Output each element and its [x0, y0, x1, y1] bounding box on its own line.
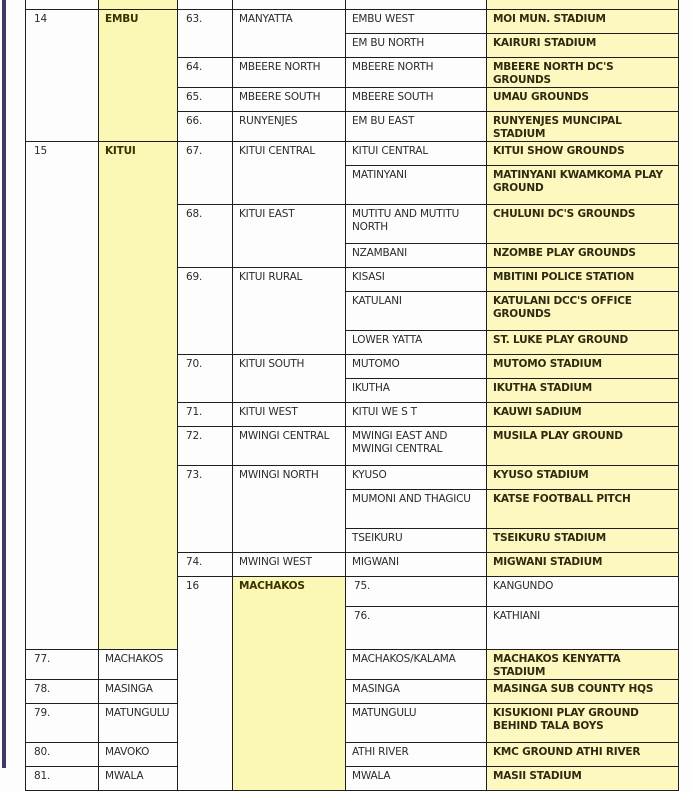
ward-cell: LOWER YATTA: [346, 331, 487, 355]
constituency-no-cell: 76.: [346, 607, 487, 650]
constituency-cell: MACHAKOS: [99, 650, 178, 680]
constituency-cell: MWINGI CENTRAL: [233, 427, 346, 466]
constituency-no-cell: 81.: [26, 767, 99, 791]
venue-cell: MBEERE NORTH DC'S GROUNDS: [487, 58, 679, 88]
constituency-no-cell: 73.: [178, 466, 233, 553]
venue-cell: KAIRURI STADIUM: [487, 34, 679, 58]
page-margin-bar: [2, 0, 6, 768]
venue-cell: MBITINI POLICE STATION: [487, 268, 679, 292]
venue-cell: MOI MUN. STADIUM: [487, 10, 679, 34]
constituency-cell: KITUI RURAL: [233, 268, 346, 355]
venue-cell: MIGWANI STADIUM: [487, 553, 679, 577]
venue-cell: IKUTHA STADIUM: [487, 379, 679, 403]
ward-cell: KYUSO: [346, 466, 487, 490]
ward-cell: KITUI WE S T: [346, 403, 487, 427]
ward-cell: MBEERE NORTH: [346, 58, 487, 88]
constituency-no-cell: 67.: [178, 142, 233, 205]
county-no-cell: 16: [178, 577, 233, 791]
venue-cell: MUSILA PLAY GROUND: [487, 427, 679, 466]
constituency-no-cell: 75.: [346, 577, 487, 607]
constituency-no-cell: 80.: [26, 743, 99, 767]
county-no-cell: 14: [26, 10, 99, 142]
constituency-no-cell: 70.: [178, 355, 233, 403]
ward-cell: NZAMBANI: [346, 244, 487, 268]
constituency-no-cell: 66.: [178, 112, 233, 142]
table-row-partial: [26, 0, 679, 10]
venue-cell: CHULUNI DC'S GROUNDS: [487, 205, 679, 244]
constituency-no-cell: 69.: [178, 268, 233, 355]
venue-cell: MATINYANI KWAMKOMA PLAY GROUND: [487, 166, 679, 205]
table-row: [26, 10, 679, 34]
venue-cell: KITUI SHOW GROUNDS: [487, 142, 679, 166]
constituency-cell: MASINGA: [99, 680, 178, 704]
constituency-no-cell: 77.: [26, 650, 99, 680]
constituency-cell: MWINGI WEST: [233, 553, 346, 577]
constituency-no-cell: 78.: [26, 680, 99, 704]
ward-cell: MUTOMO: [346, 355, 487, 379]
ward-cell: TSEIKURU: [346, 529, 487, 553]
venue-cell: MASINGA SUB COUNTY HQS: [487, 680, 679, 704]
constituency-cell: MANYATTA: [233, 10, 346, 58]
table-row: [26, 704, 679, 743]
venue-cell: UMAU GROUNDS: [487, 88, 679, 112]
ward-cell: MWALA: [346, 767, 487, 791]
table-row: [26, 650, 679, 680]
constituency-cell: MAVOKO: [99, 743, 178, 767]
ward-cell: KATULANI: [346, 292, 487, 331]
ward-cell: ATHI RIVER: [346, 743, 487, 767]
venue-cell: TSEIKURU STADIUM: [487, 529, 679, 553]
venue-cell: KMC GROUND ATHI RIVER: [487, 743, 679, 767]
ward-cell: MATUNGULU: [346, 704, 487, 743]
venue-cell: KATSE FOOTBALL PITCH: [487, 490, 679, 529]
ward-cell: KITUI CENTRAL: [346, 142, 487, 166]
constituency-cell: MWALA: [99, 767, 178, 791]
ward-cell: MUTITU AND MUTITU NORTH: [346, 205, 487, 244]
constituency-cell: KITUI WEST: [233, 403, 346, 427]
constituency-cell: MATUNGULU: [99, 704, 178, 743]
constituency-cell: MBEERE SOUTH: [233, 88, 346, 112]
ward-cell: [346, 0, 487, 10]
constituency-cell: KATHIANI: [487, 607, 679, 650]
table-row: [26, 743, 679, 767]
constituency-no-cell: 63.: [178, 10, 233, 58]
venue-cell: MASII STADIUM: [487, 767, 679, 791]
constituency-no-cell: 72.: [178, 427, 233, 466]
ward-cell: KISASI: [346, 268, 487, 292]
venue-cell: [487, 0, 679, 10]
county-name-cell: EMBU: [99, 10, 178, 142]
ward-cell: MIGWANI: [346, 553, 487, 577]
venue-cell: RUNYENJES MUNCIPAL STADIUM: [487, 112, 679, 142]
venue-cell: MUTOMO STADIUM: [487, 355, 679, 379]
constituency-no-cell: 65.: [178, 88, 233, 112]
constituency-no-cell: 74.: [178, 553, 233, 577]
ward-cell: MATINYANI: [346, 166, 487, 205]
ward-cell: MACHAKOS/KALAMA: [346, 650, 487, 680]
county-name-cell: KITUI: [99, 142, 178, 650]
venue-cell: ST. LUKE PLAY GROUND: [487, 331, 679, 355]
constituency-no-cell: 71.: [178, 403, 233, 427]
constituency-cell: KANGUNDO: [487, 577, 679, 607]
table-row: [26, 680, 679, 704]
table-row: [26, 767, 679, 791]
venue-cell: NZOMBE PLAY GROUNDS: [487, 244, 679, 268]
ward-cell: MBEERE SOUTH: [346, 88, 487, 112]
constituency-cell: RUNYENJES: [233, 112, 346, 142]
ward-cell: MWINGI EAST AND MWINGI CENTRAL: [346, 427, 487, 466]
venue-cell: KISUKIONI PLAY GROUND BEHIND TALA BOYS: [487, 704, 679, 743]
polling-venues-table: [25, 0, 679, 791]
constituency-no-cell: [178, 0, 233, 10]
constituency-cell: MBEERE NORTH: [233, 58, 346, 88]
county-no-cell: 15: [26, 142, 99, 650]
constituency-no-cell: 68.: [178, 205, 233, 268]
county-name-cell: [99, 0, 178, 10]
constituency-no-cell: 79.: [26, 704, 99, 743]
venue-cell: KYUSO STADIUM: [487, 466, 679, 490]
venue-cell: KAUWI SADIUM: [487, 403, 679, 427]
constituency-cell: [233, 0, 346, 10]
constituency-cell: MWINGI NORTH: [233, 466, 346, 553]
ward-cell: IKUTHA: [346, 379, 487, 403]
constituency-cell: KITUI SOUTH: [233, 355, 346, 403]
ward-cell: EM BU NORTH: [346, 34, 487, 58]
ward-cell: MUMONI AND THAGICU: [346, 490, 487, 529]
venue-cell: KATULANI DCC'S OFFICE GROUNDS: [487, 292, 679, 331]
constituency-no-cell: 64.: [178, 58, 233, 88]
venue-cell: MACHAKOS KENYATTA STADIUM: [487, 650, 679, 680]
constituency-cell: KITUI CENTRAL: [233, 142, 346, 205]
county-no-cell: [26, 0, 99, 10]
ward-cell: MASINGA: [346, 680, 487, 704]
ward-cell: EMBU WEST: [346, 10, 487, 34]
table-row: [26, 142, 679, 166]
county-name-cell: MACHAKOS: [233, 577, 346, 791]
constituency-cell: KITUI EAST: [233, 205, 346, 268]
ward-cell: EM BU EAST: [346, 112, 487, 142]
